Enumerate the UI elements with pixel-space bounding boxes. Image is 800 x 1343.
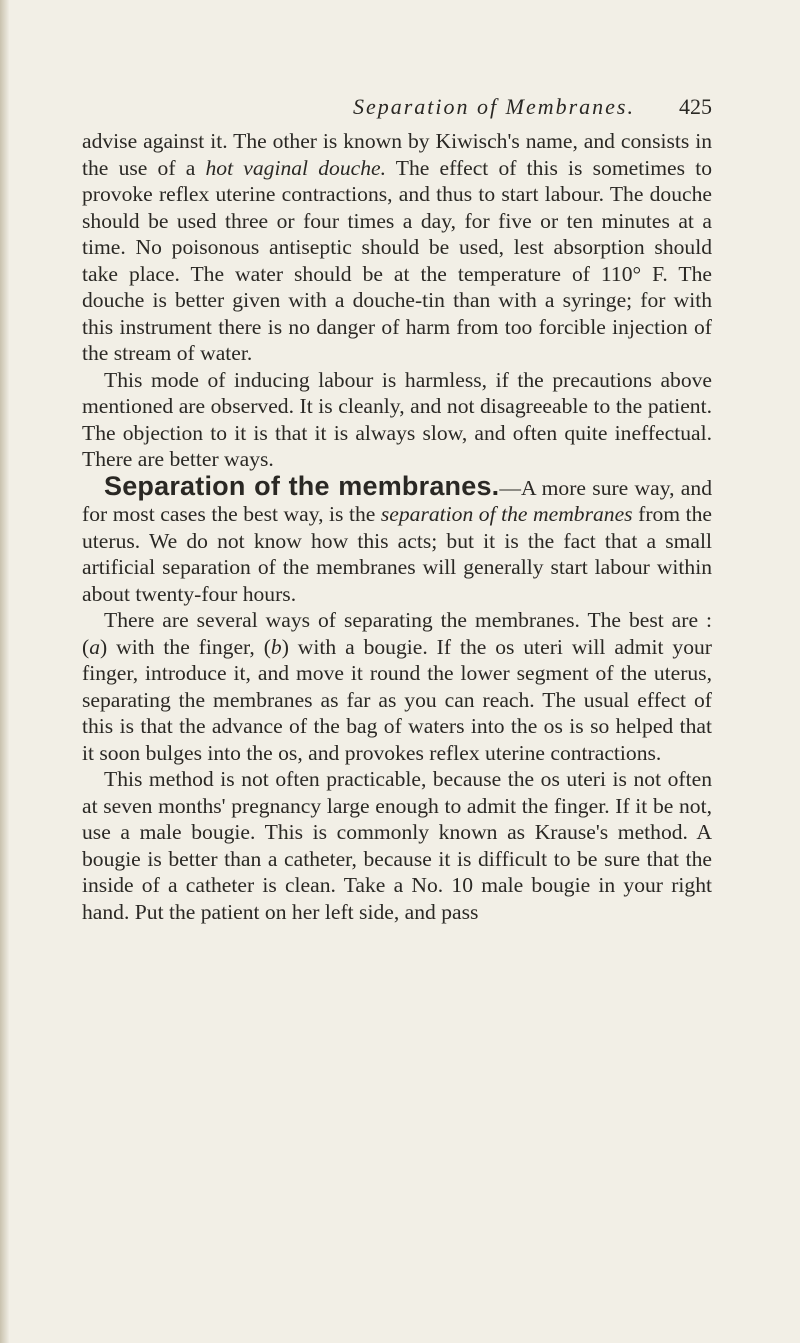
paragraph-1: advise against it. The other is known by Kiwisch's name, and consists in the use of a hot vaginal douche. The effect of this is sometimes to provoke reflex uterine contractions, and thus to start labour. The douche should be used three or four times a day, for five or ten minutes at a time. No poisonous antiseptic should be used, lest absorption should take place. The water should be at the temperature of 110° F. The douche is better given with a douche-tin than with a syringe; for with this instrument there is no danger of harm from too forcible injection of the stream of water. bbox=[82, 129, 712, 365]
body-text bbox=[82, 128, 712, 925]
page-edge-shadow bbox=[0, 0, 9, 1343]
paragraph-4: There are several ways of separating the membranes. The best are : (a) with the finger, (b) with a bougie. If the os uteri will admit your finger, introduce it, and move it round the lower segment of the uterus, separating the membranes as far as you can reach. The usual effect of this is that the advance of the bag of waters into the os is so helped that it soon bulges into the os, and provokes reflex uterine contractions. bbox=[82, 608, 712, 765]
emphasis-separation: separation of the membranes bbox=[380, 502, 633, 526]
paragraph-5: This method is not often practicable, because the os uteri is not often at seven months' pregnancy large enough to admit the finger. If it be not, use a male bougie. This is commonly known as Krause's method. A bougie is better than a catheter, because it is difficult to be sure that the inside of a catheter is clean. Take a No. 10 male bougie in your right hand. Put the patient on her left side, and pass bbox=[82, 767, 712, 924]
emphasis-hot-vaginal-douche: hot vaginal douche. bbox=[205, 155, 386, 180]
paragraph-3: Separation of the membranes.—A more sure way, and for most cases the best way, is the separation of the membranes from the uterus. We do not know how this acts; but it is the fact that a small artificial separation of the membranes will generally start labour within about twenty-four hours. bbox=[82, 470, 713, 606]
paragraph-2: This mode of inducing labour is harmless, if the precautions above mentioned are observed. It is cleanly, and not disagreeable to the patient. The objection to it is that it is always slow, and often quite ineffectual. There are better ways. bbox=[82, 367, 712, 471]
section-heading: Separation of the membranes. bbox=[104, 470, 500, 501]
page-number: 425 bbox=[679, 94, 712, 119]
running-title: Separation of Membranes. bbox=[352, 94, 635, 119]
running-head bbox=[0, 94, 712, 120]
